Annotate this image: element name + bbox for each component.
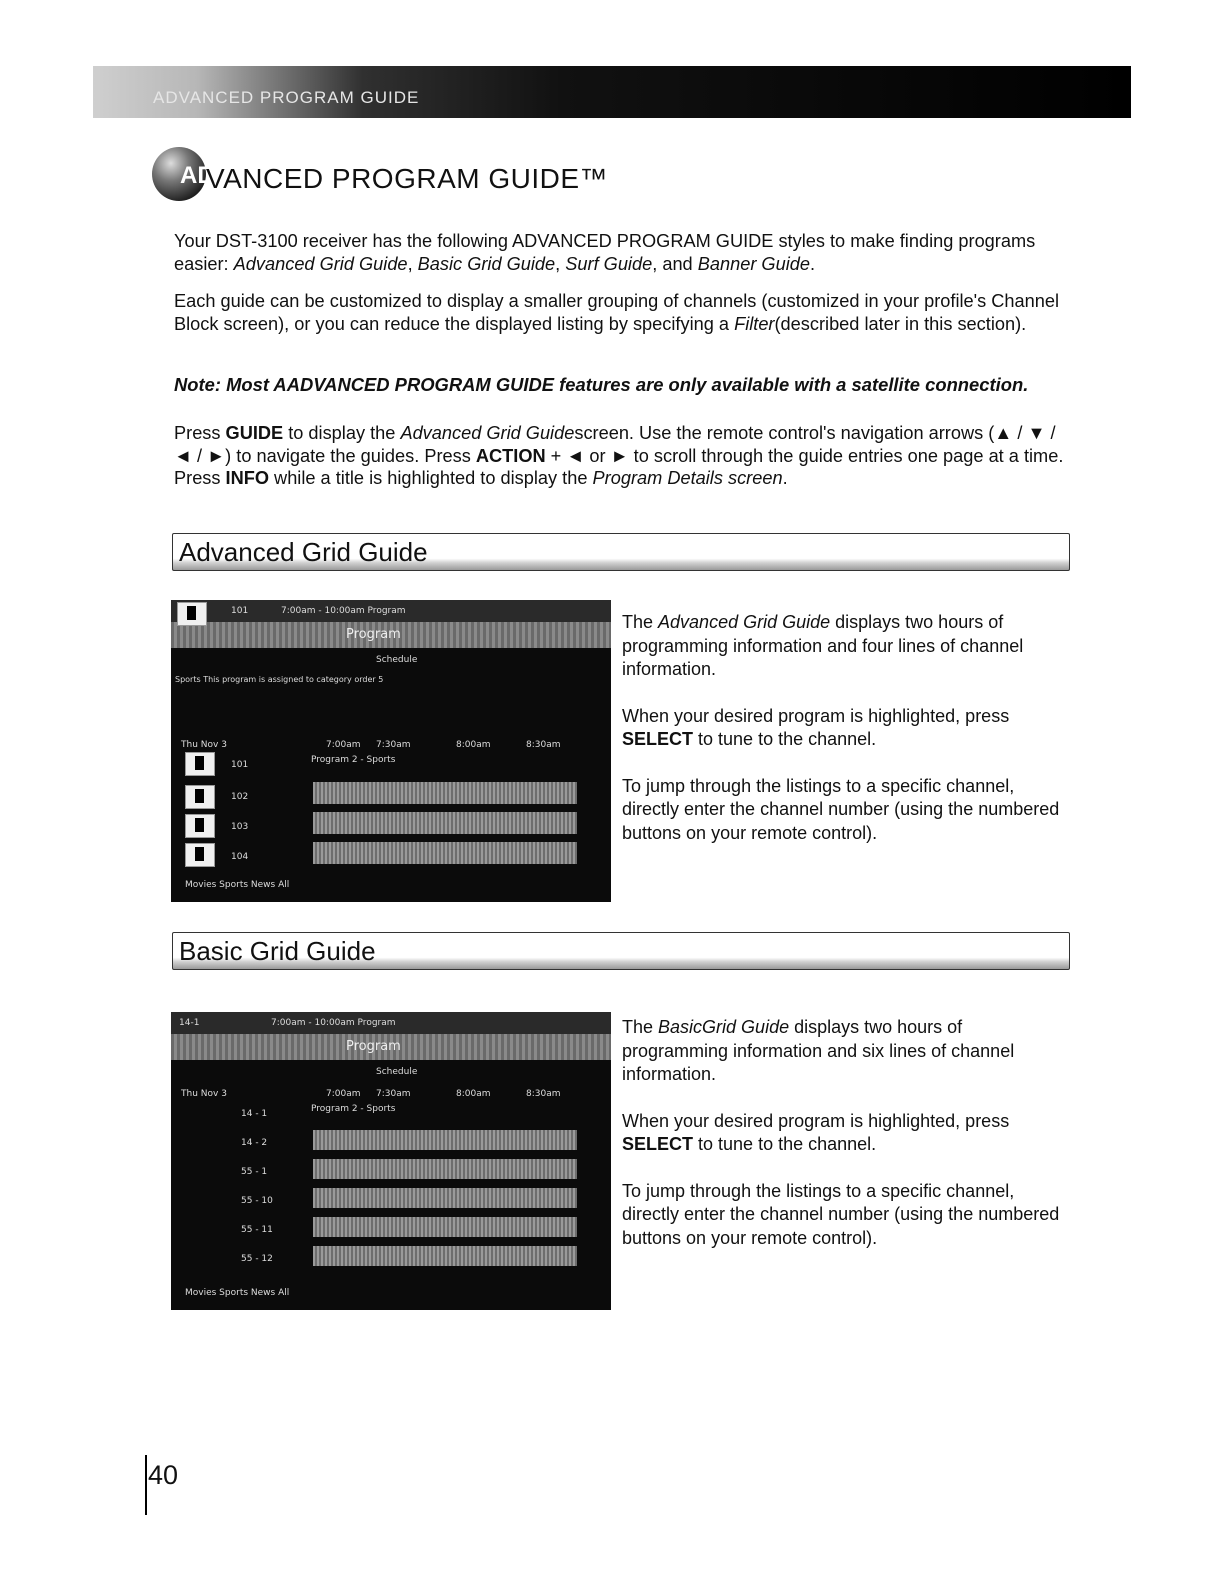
text: while a title is highlighted to display the [269, 468, 593, 488]
schedule-label: Schedule [376, 655, 418, 665]
description-paragraph: To jump through the listings to a specific channel, directly enter the channel number (using the numbered buttons on your remote control). [622, 1180, 1060, 1248]
text: displays two hours of programming information and four lines of channel information. [622, 612, 1024, 679]
guide-name: BasicGrid Guide [658, 1017, 790, 1037]
header-band [93, 66, 1131, 118]
channel-number: 55 - 11 [241, 1225, 273, 1235]
guide-key: GUIDE [225, 423, 284, 443]
text: When your desired program is highlighted, press [622, 705, 1010, 726]
time-slot: 7:30am [376, 1089, 411, 1099]
action-key: ACTION [475, 445, 546, 466]
program-info-line: Sports This program is assigned to category order 5 [175, 675, 384, 684]
select-key: SELECT [622, 1134, 694, 1154]
channel-number: 102 [231, 792, 249, 802]
program-cell [313, 1246, 577, 1266]
channel-number: 55 - 10 [241, 1196, 273, 1206]
text: displays two hours of programming information and six lines of channel information. [622, 1017, 1015, 1084]
description-paragraph: To jump through the listings to a specific channel, directly enter the channel number (using the numbered buttons on your remote control). [622, 775, 1060, 843]
description-paragraph [622, 611, 1062, 682]
description-paragraph [622, 1110, 1062, 1157]
time-slot: 8:00am [456, 740, 491, 750]
title-badge-letters: AD [180, 162, 215, 189]
intro-paragraph-1 [174, 230, 1074, 275]
time-slot: 8:30am [526, 740, 561, 750]
text: to tune to the channel. [693, 1134, 877, 1154]
program-line: Program 2 - Sports [311, 1104, 396, 1114]
intro-paragraph-2 [174, 290, 1074, 335]
top-channel: 101 [231, 606, 249, 616]
text: to tune to the channel. [693, 729, 877, 749]
text: . [809, 253, 816, 274]
channel-logo-icon [185, 785, 215, 809]
text: screen. Use the remote control's navigation arrows (▲ / ▼ / ◄ / ►) to navigate the guides. Press [174, 423, 1056, 466]
text: , [407, 253, 418, 274]
advanced-grid-guide-screenshot [171, 600, 611, 902]
guide-name: Advanced Grid Guide [658, 612, 831, 632]
page-number: 40 [148, 1460, 179, 1490]
guide-name: Basic Grid Guide [417, 253, 556, 274]
page-title: VANCED PROGRAM GUIDE™ [206, 163, 609, 194]
description-paragraph [622, 1016, 1062, 1087]
text: (described later in this section). [774, 313, 1027, 334]
top-program-title: Program [346, 1039, 401, 1054]
section-heading-text: Advanced Grid Guide [179, 537, 428, 567]
guide-date: Thu Nov 3 [181, 1089, 227, 1099]
description-paragraph [622, 705, 1062, 752]
text: , [555, 253, 566, 274]
guide-date: Thu Nov 3 [181, 740, 227, 750]
program-cell [313, 812, 577, 834]
title-badge-icon [152, 147, 215, 201]
text: The [622, 1017, 659, 1037]
top-channel: 14-1 [179, 1018, 200, 1028]
top-program-info: 7:00am - 10:00am Program [271, 1018, 396, 1028]
intro-paragraph-3 [174, 422, 1074, 490]
program-cell [313, 1217, 577, 1237]
channel-number: 101 [231, 760, 249, 770]
basic-grid-guide-heading [172, 932, 1070, 970]
channel-logo-icon [177, 602, 207, 626]
category-filter-bar: Movies Sports News All [185, 1288, 290, 1298]
program-line: Program 2 - Sports [311, 755, 396, 765]
text: Your DST-3100 receiver has the following ADVANCED PROGRAM GUIDE styles to make finding programs easier: [174, 231, 1036, 274]
program-details-term: Program Details screen [592, 468, 783, 488]
channel-number: 14 - 2 [241, 1138, 268, 1148]
info-key: INFO [225, 468, 269, 488]
page-number-rule [145, 1455, 147, 1515]
category-filter-bar: Movies Sports News All [185, 880, 290, 890]
time-slot: 7:00am [326, 740, 361, 750]
schedule-label: Schedule [376, 1067, 418, 1077]
advanced-grid-guide-heading [172, 533, 1070, 571]
program-cell [313, 1130, 577, 1150]
channel-number: 55 - 1 [241, 1167, 268, 1177]
satellite-note: Note: Most AADVANCED PROGRAM GUIDE features are only available with a satellite connection. [174, 374, 1029, 395]
time-slot: 8:30am [526, 1089, 561, 1099]
time-slot: 7:30am [376, 740, 411, 750]
advanced-grid-guide-description [622, 611, 1062, 868]
channel-logo-icon [185, 843, 215, 867]
guide-name: Surf Guide [565, 253, 653, 274]
text: When your desired program is highlighted, press [622, 1110, 1010, 1131]
channel-number: 55 - 12 [241, 1254, 273, 1264]
guide-name: Banner Guide [697, 253, 810, 274]
guide-name: Advanced Grid Guide [400, 423, 575, 443]
top-program-title: Program [346, 627, 401, 642]
top-program-info: 7:00am - 10:00am Program [281, 606, 406, 616]
select-key: SELECT [622, 729, 694, 749]
channel-logo-icon [185, 752, 215, 776]
text: Each guide can be customized to display a smaller grouping of channels (customized in your profile's Channel Block screen), or you can reduce the displayed listing by specifying a [174, 291, 1060, 334]
text: Press [174, 423, 226, 443]
channel-number: 103 [231, 822, 249, 832]
text: to display the [283, 423, 401, 443]
text: . [782, 468, 788, 488]
time-slot: 7:00am [326, 1089, 361, 1099]
filter-term: Filter [734, 313, 775, 334]
section-heading-text: Basic Grid Guide [179, 936, 376, 966]
text: , and [652, 253, 698, 274]
header-band-label: ADVANCED PROGRAM GUIDE [153, 88, 420, 107]
basic-grid-guide-description [622, 1016, 1062, 1273]
time-slot: 8:00am [456, 1089, 491, 1099]
channel-logo-icon [185, 814, 215, 838]
program-cell [313, 782, 577, 804]
basic-grid-guide-screenshot [171, 1012, 611, 1310]
program-cell [313, 1188, 577, 1208]
guide-name: Advanced Grid Guide [233, 253, 408, 274]
program-cell [313, 842, 577, 864]
channel-number: 14 - 1 [241, 1109, 268, 1119]
program-cell [313, 1159, 577, 1179]
text: The [622, 612, 659, 632]
text: + ◄ or ► to scroll through the guide entries one page at a time. Press [174, 445, 1064, 488]
channel-number: 104 [231, 852, 249, 862]
